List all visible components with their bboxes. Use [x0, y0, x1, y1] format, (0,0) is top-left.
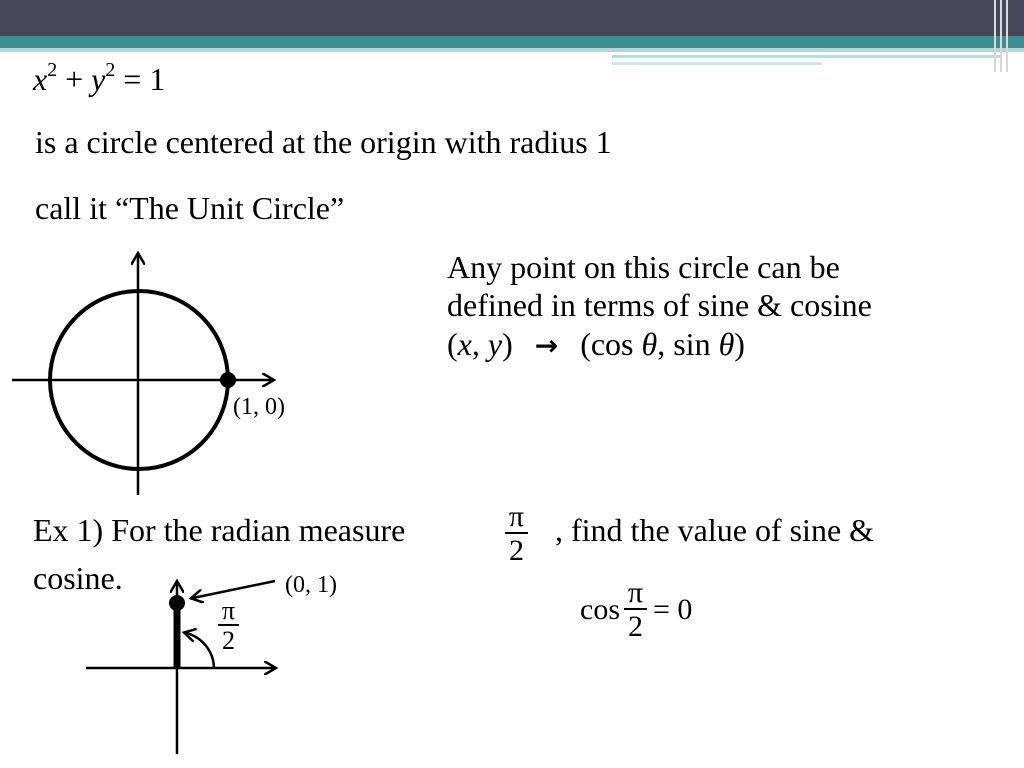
result-equation: [580, 578, 692, 642]
header-bar: [0, 0, 1024, 36]
example-fraction: [505, 502, 528, 566]
sin-label: , sin: [657, 325, 719, 362]
header-accent-light: [0, 48, 1024, 52]
angle-fraction: [218, 598, 239, 654]
header-vertical-line: [1006, 0, 1008, 72]
fraction-denominator: 2: [624, 608, 647, 642]
header-vertical-line: [1000, 0, 1002, 72]
fraction-numerator: π: [508, 500, 525, 533]
arrow-right-icon: →: [534, 328, 559, 362]
equation-exponent: 2: [105, 59, 116, 82]
point-description: [447, 248, 1007, 363]
fraction-numerator: π: [627, 576, 644, 609]
equation-x: x: [33, 61, 48, 97]
unit-circle-name: call it “The Unit Circle”: [35, 190, 345, 226]
fraction-denominator: 2: [218, 624, 239, 654]
theta: θ: [718, 325, 735, 362]
paren-close: ): [502, 325, 513, 362]
fraction-denominator: 2: [505, 532, 528, 566]
equation: [33, 59, 166, 97]
example-line2: cosine.: [33, 560, 123, 596]
comma: ,: [471, 325, 488, 362]
var-x: x: [457, 325, 472, 362]
angle-diagram: [80, 570, 290, 760]
unit-circle-diagram: [0, 240, 320, 510]
paren-close: ): [734, 325, 745, 362]
point-description-line2: defined in terms of sine & cosine: [447, 287, 872, 324]
header-stripe: [612, 62, 822, 65]
result-equals: = 0: [653, 593, 693, 626]
paren-open: (: [447, 325, 458, 362]
point-mapping: [447, 325, 1007, 363]
equation-exponent: 2: [47, 59, 58, 82]
header-vertical-line: [994, 0, 996, 72]
equation-equals: = 1: [123, 61, 166, 97]
equation-y: y: [91, 61, 106, 97]
fraction-numerator: π: [221, 596, 236, 625]
theta: θ: [641, 325, 658, 362]
point-marker: [220, 372, 236, 388]
example-suffix: , find the value of sine &: [555, 512, 875, 548]
equation-plus: +: [65, 61, 84, 97]
result-func: cos: [580, 593, 620, 626]
point-marker: [169, 595, 185, 611]
result-fraction: [624, 578, 647, 642]
header-accent-band: [0, 36, 1024, 48]
point-label-1-0: (1, 0): [233, 394, 285, 420]
example-prefix: Ex 1) For the radian measure: [33, 512, 406, 548]
header-stripe: [612, 55, 1002, 58]
circle-description: is a circle centered at the origin with radius 1: [35, 124, 612, 160]
cos-label: (cos: [580, 325, 642, 362]
angle-arc: [186, 633, 214, 668]
point-label-0-1: (0, 1): [285, 572, 337, 598]
point-description-line1: Any point on this circle can be: [447, 249, 840, 285]
var-y: y: [487, 325, 503, 362]
